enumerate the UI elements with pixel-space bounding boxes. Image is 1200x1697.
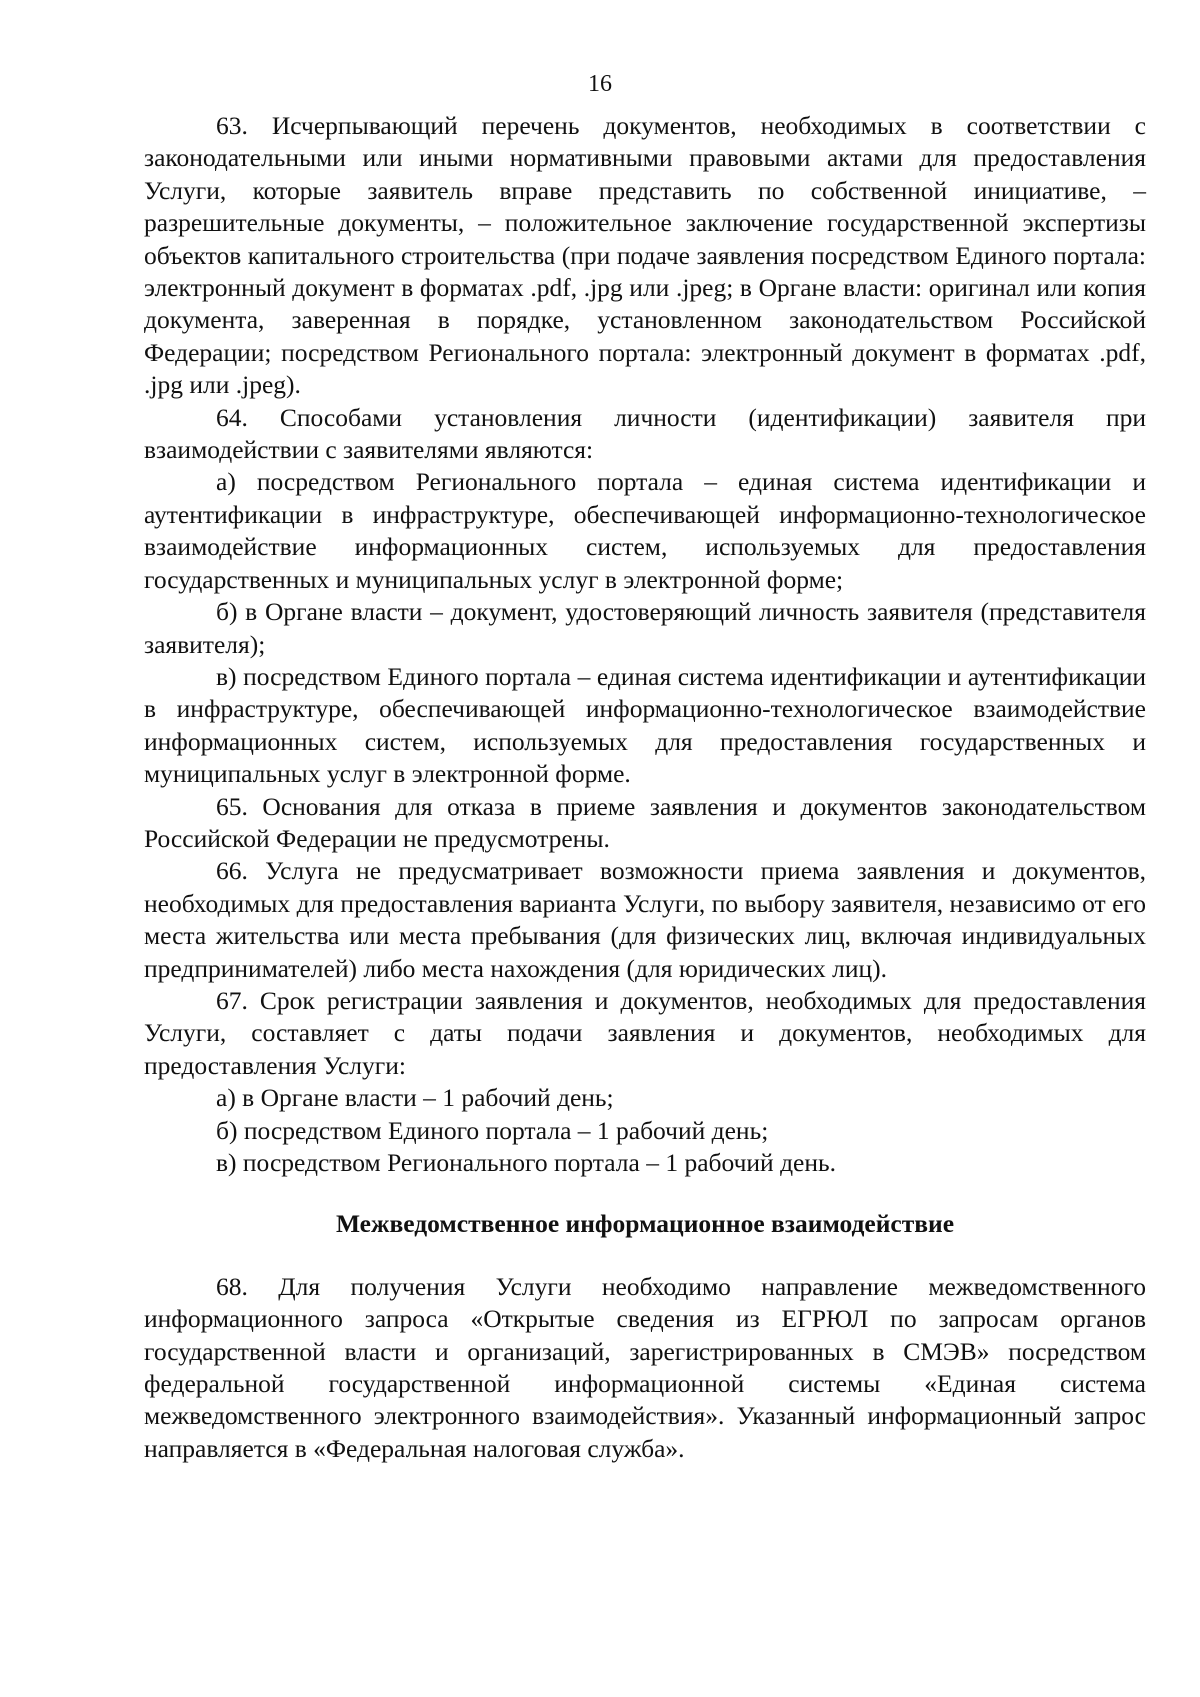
paragraph-66: 66. Услуга не предусматривает возможности приема заявления и документов, необходимых для предоставления варианта Услуги, по выбору заявителя, независимо от его места жительства или места пребывания (для физических лиц, включая индивидуальных предпринимателей) либо места нахождения (для юридических лиц). (144, 856, 1146, 983)
paragraph-67: 67. Срок регистрации заявления и документов, необходимых для предоставления Услуги, составляет с даты подачи заявления и документов, необходимых для предоставления Услуги: (144, 985, 1146, 1080)
page-number: 16 (588, 71, 612, 97)
paragraph-65: 65. Основания для отказа в приеме заявления и документов законодательством Российской Федерации не предусмотрены. (144, 791, 1146, 853)
paragraph-68: 68. Для получения Услуги необходимо направление межведомственного информационного запроса «Открытые сведения из ЕГРЮЛ по запросам органов государственной власти и организаций, зарегистрированных в СМЭВ» посредством федеральной государственной информационной системы «Единая система межведомственного электронного взаимодействия». Указанный информационный запрос направляется в «Федеральная налоговая служба». (144, 1271, 1146, 1463)
paragraph-67-b: б) посредством Единого портала – 1 рабочий день; (216, 1115, 769, 1145)
paragraph-64-b: б) в Органе власти – документ, удостоверяющий личность заявителя (представителя заявителя); (144, 597, 1146, 659)
paragraph-64: 64. Способами установления личности (идентификации) заявителя при взаимодействии с заявителями являются: (144, 402, 1146, 465)
document-body (144, 110, 1146, 1465)
paragraph-67-a: а) в Органе власти – 1 рабочий день; (216, 1083, 614, 1113)
paragraph-64-v: в) посредством Единого портала – единая система идентификации и аутентификации в инфраструктуре, обеспечивающей информационно-технологическое взаимодействие информационных систем, используемых для предоставления государственных и муниципальных услуг в электронной форме. (144, 661, 1146, 789)
paragraph-63: 63. Исчерпывающий перечень документов, необходимых в соответствии с законодательными или иными нормативными правовыми актами для предоставления Услуги, которые заявитель вправе представить по собственной инициативе, – разрешительные документы, – положительное заключение государственной экспертизы объектов капитального строительства (при подаче заявления посредством Единого портала: электронный документ в форматах .pdf, .jpg или .jpeg; в Органе власти: оригинал или копия документа, заверенная в порядке, установленном законодательством Российской Федерации; посредством Регионального портала: электронный документ в форматах .pdf, .jpg или .jpeg). (144, 111, 1146, 400)
section-heading: Межведомственное информационное взаимодействие (335, 1209, 955, 1239)
paragraph-64-a: а) посредством Регионального портала – единая система идентификации и аутентификации в инфраструктуре, обеспечивающей информационно-технологическое взаимодействие информационных систем, используемых для предоставления государственных и муниципальных услуг в электронной форме; (144, 467, 1146, 594)
paragraph-67-v: в) посредством Регионального портала – 1 рабочий день. (216, 1148, 837, 1177)
